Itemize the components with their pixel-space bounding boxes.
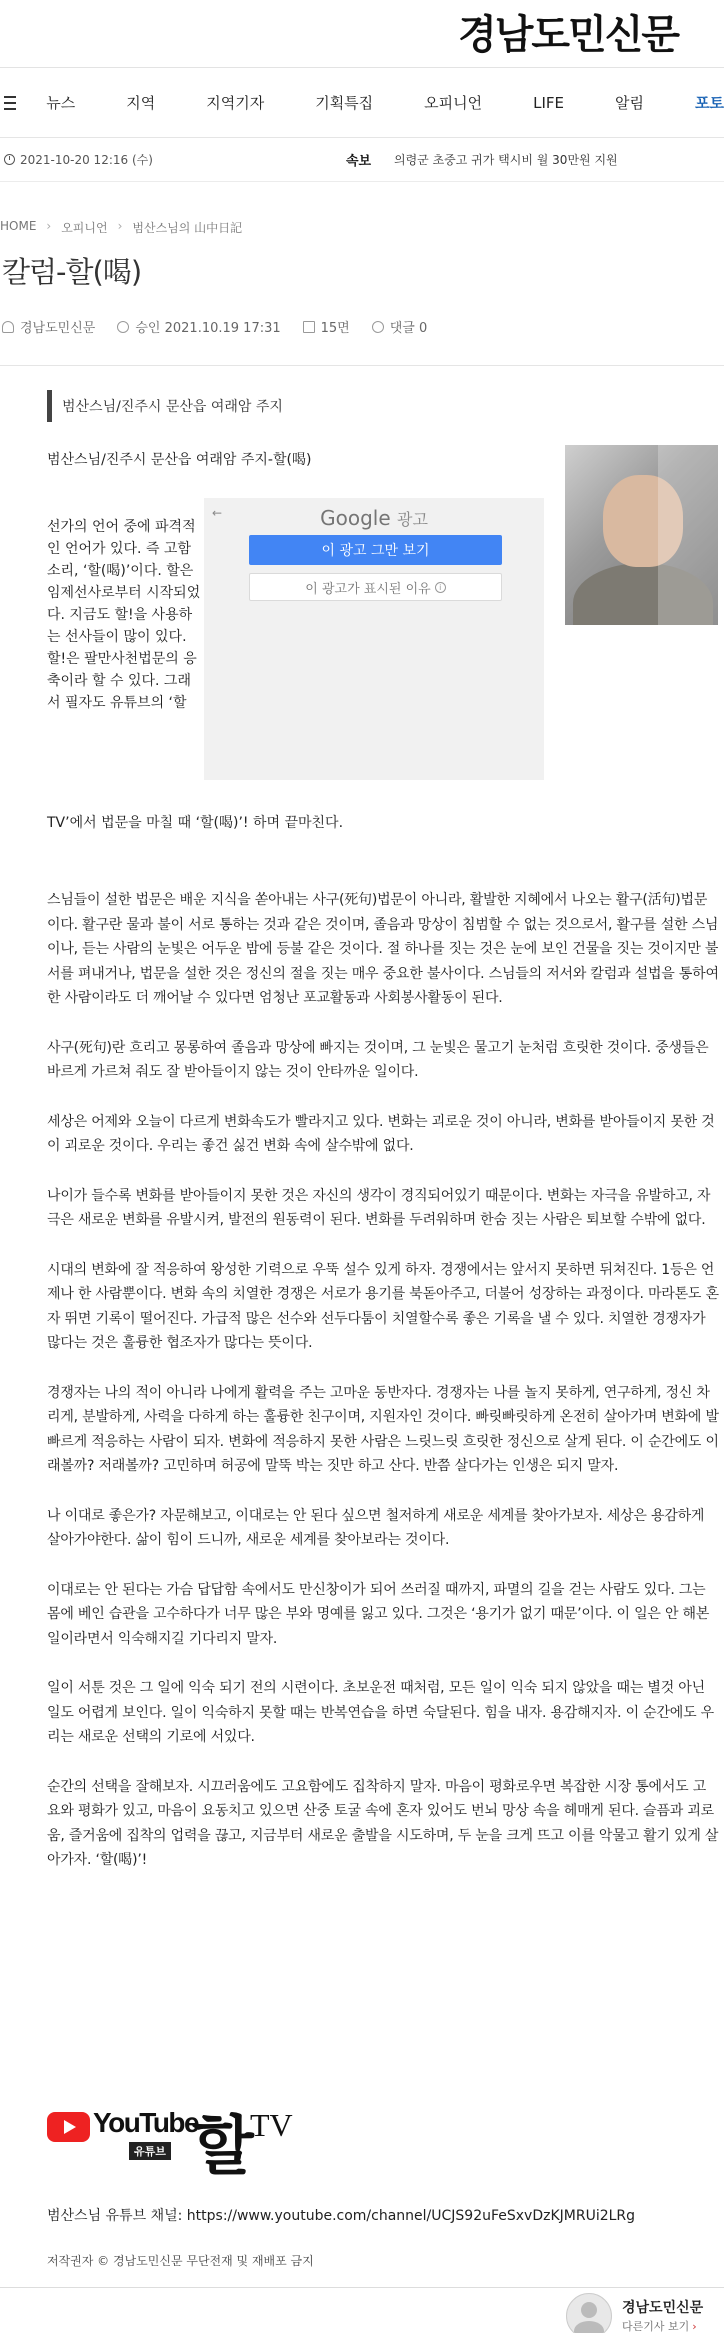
ad-label: 광고 [396, 510, 428, 529]
nav-item-features[interactable]: 기획특집 [315, 94, 374, 112]
comment-icon [372, 321, 384, 333]
chevron-right-icon: › [46, 219, 52, 233]
newspaper-icon [303, 321, 315, 333]
copyright-notice: 저작권자 © 경남도민신문 무단전재 및 재배포 금지 [47, 2254, 314, 2268]
news-ticker [0, 138, 724, 182]
nav-item-photo[interactable]: 포토 [695, 94, 724, 112]
youtube-icon [47, 2112, 90, 2142]
reporter-name: 경남도민신문 [622, 2300, 704, 2316]
nav-item-opinion[interactable]: 오피니언 [424, 94, 483, 112]
paragraph: 스님들이 설한 법문은 배운 지식을 쏟아내는 사구(死句)법문이 아니라, 활발한 지혜에서 나오는 활구(活句)법문이다. 활구란 물과 불이 서로 통하는 것과 같은 것이며, 졸음과 망상이 침범할 수 없는 것으로서, 활구를 설한 스님이나, 듣는 사람의 눈빛은 어두운 밤에 등불 같은 것이다. 절 하나를 짓는 것은 눈에 보인 건물을 짓는 것이지만 불서를 펴내거나, 법문을 설한 것은 정신의 절을 짓는 매우 중요한 불사이다. 스님들의 저서와 칼럼과 설법을 통하여 한 사람이라도 더 깨어날 수 있다면 엄청난 포교활동과 사회봉사활동이 된다. [47, 892, 719, 1006]
nav-item-life[interactable]: LIFE [533, 93, 565, 112]
hal-calligraphy: 할 [192, 2109, 254, 2184]
paragraph: 경쟁자는 나의 적이 아니라 나에게 활력을 주는 고마운 동반자다. 경쟁자는 나를 놀지 못하게, 연구하게, 정신 차리게, 분발하게, 사력을 다하게 하는 훌륭한 친구이며, 지원자인 것이다. 빠릿빠릿하게 온전히 살아가며 변화에 발 빠르게 적응하는 사람이 되자. 변화에 적응하지 못한 사람은 느릿느릿 흐릿한 정신으로 살게 된다. 이 순간에도 이래볼까? 저래볼까? 고민하며 허공에 말뚝 박는 짓만 하고 산다. 반쯤 살다가는 인생은 되지 말자. [47, 1384, 719, 1474]
article-meta [2, 317, 449, 336]
divider [0, 2287, 724, 2288]
meta-comments[interactable] [372, 317, 428, 336]
breadcrumb [0, 219, 242, 236]
masthead [0, 0, 724, 68]
meta-approved-text: 승인 2021.10.19 17:31 [135, 321, 281, 336]
ad-provider [204, 506, 544, 530]
breaking-label: 속보 [346, 154, 372, 169]
person-icon [2, 321, 14, 333]
nav-item-news[interactable]: 뉴스 [46, 94, 76, 112]
meta-source-text: 경남도민신문 [20, 321, 96, 336]
channel-url[interactable]: 범산스님 유튜브 채널: https://www.youtube.com/channel/UCJS92uFeSxvDzKJMRUi2LRg [47, 2208, 636, 2224]
main-nav [0, 68, 724, 138]
site-logo[interactable]: 경남도민신문 [458, 11, 678, 58]
paragraph: 나 이대로 좋은가? 자문해보고, 이대로는 안 된다 싶으면 철저하게 새로운 세계를 찾아가보자. 세상은 용감하게 살아가야한다. 삶이 힘이 드니까, 새로운 세계를 찾아보라는 것이다. [47, 1507, 705, 1548]
breadcrumb-home[interactable]: HOME [0, 219, 37, 233]
article-body [47, 888, 719, 1898]
more-articles-link[interactable] [622, 2318, 697, 2333]
divider [0, 365, 724, 366]
info-icon: i [435, 582, 446, 593]
channel-logo [47, 2107, 307, 2193]
youtube-sub-label: 유튜브 [129, 2142, 171, 2160]
paragraph: 시대의 변화에 잘 적응하여 왕성한 기력으로 우뚝 설수 있게 하자. 경쟁에서는 앞서지 못하면 뒤쳐진다. 1등은 언제나 한 사람뿐이다. 변화 속의 치열한 경쟁은 서로가 용기를 북돋아주고, 더불어 성장하는 과정이다. 마라톤도 혼자 뛰면 기록이 떨어진다. 가급적 많은 선수와 선두다툼이 치열할수록 좋은 기록을 낼 수 있다. 치열한 경쟁자가 많다는 것은 훌륭한 협조자가 많다는 뜻이다. [47, 1261, 719, 1351]
article-byline: 범산스님/진주시 문산읍 여래암 주지-할(喝) [47, 452, 312, 468]
article-intro: 선가의 언어 중에 파격적인 언어가 있다. 즉 고함소리, ‘할(喝)’이다. 할은 임제선사로부터 시작되었다. 지금도 할!을 사용하는 선사들이 많이 있다. 할!은 팔만사천법문의 응축이라 할 수 있다. 그래서 필자도 유튜브의 ‘할 [47, 519, 201, 711]
youtube-wordmark: YouTube [93, 2107, 199, 2138]
clock-icon [117, 321, 129, 333]
why-ad-label: 이 광고가 표시된 이유 [305, 581, 431, 597]
meta-source [2, 317, 95, 336]
more-articles-label[interactable]: 다른기사 보기 [622, 2320, 690, 2333]
paragraph: 이대로는 안 된다는 가슴 답답함 속에서도 만신창이가 되어 쓰러질 때까지, 파멸의 길을 걷는 사람도 있다. 그는 몸에 베인 습관을 고수하다가 너무 많은 부와 명예를 잃고 있다. 그것은 ‘용기가 없기 때문’이다. 이 일은 안 해본 일이라면서 익숙해지길 기다리지 말자. [47, 1581, 710, 1647]
google-logo: Google [320, 506, 391, 530]
paragraph: 세상은 어제와 오늘이 다르게 변화속도가 빨라지고 있다. 변화는 괴로운 것이 아니라, 변화를 받아들이지 못한 것이 괴로운 것이다. 우리는 좋건 싫건 변화 속에 살수밖에 없다. [47, 1113, 715, 1154]
meta-approved [117, 317, 280, 336]
paragraph: 순간의 선택을 잘해보자. 시끄러움에도 고요함에도 집착하지 말자. 마음이 평화로우면 복잡한 시장 통에서도 고요와 평화가 있고, 마음이 요동치고 있으면 산중 토굴 속에 혼자 있어도 번뇌 망상 속을 헤매게 된다. 슬픔과 괴로움, 즐거움에 집착의 업력을 끊고, 지금부터 새로운 출발을 시도하며, 두 눈을 크게 뜨고 이를 악물고 활기 있게 살아가자. ‘할(喝)’! [47, 1778, 719, 1868]
paragraph: 나이가 들수록 변화를 받아들이지 못한 것은 자신의 생각이 경직되어있기 때문이다. 변화는 자극을 유발하고, 자극은 새로운 변화를 유발시켜, 발전의 원동력이 된다. 변화를 두려워하며 한숨 짓는 사람은 퇴보할 수밖에 없다. [47, 1187, 711, 1228]
paragraph: 일이 서툰 것은 그 일에 익숙 되기 전의 시련이다. 초보운전 때처럼, 모든 일이 익숙 되지 않았을 때는 별것 아닌 일도 어렵게 보인다. 일이 익숙하지 못할 때는 반복연습을 하면 숙달된다. 힘을 내자. 용감해지자. 이 순간에도 우리는 새로운 선택의 기로에 서있다. [47, 1680, 715, 1745]
menu-icon[interactable] [4, 96, 16, 110]
tv-label: TV [250, 2107, 293, 2143]
nav-item-region[interactable]: 지역 [126, 94, 156, 112]
article-headline: 칼럼-할(喝) [2, 255, 142, 289]
paragraph: 사구(死句)란 흐리고 몽롱하여 졸음과 망상에 빠지는 것이며, 그 눈빛은 물고기 눈처럼 흐릿한 것이다. 중생들은 바르게 가르쳐 줘도 잘 받아들이지 않는 것이 안타까운 일이다. [47, 1039, 709, 1080]
nav-item-notice[interactable]: 알림 [615, 94, 645, 112]
author-photo [565, 445, 718, 625]
why-ad-button[interactable] [249, 573, 502, 601]
breaking-headline[interactable]: 의령군 초중고 귀가 택시비 월 30만원 지원 [394, 153, 618, 167]
article-intro-tail: TV’에서 법문을 마칠 때 ‘할(喝)’! 하며 끝마친다. [47, 815, 344, 831]
meta-page-text: 15면 [320, 321, 350, 336]
meta-comments-text[interactable]: 댓글 0 [389, 321, 428, 336]
article-subtitle: 범산스님/진주시 문산읍 여래암 주지 [47, 390, 723, 422]
breadcrumb-column[interactable]: 범산스님의 山中日記 [132, 221, 243, 235]
current-datetime: 2021-10-20 12:16 (수) [20, 153, 153, 167]
nav-item-local-reporter[interactable]: 지역기자 [206, 94, 265, 112]
stop-ad-button[interactable]: 이 광고 그만 보기 [249, 535, 502, 565]
avatar [566, 2293, 612, 2333]
chevron-right-icon: › [117, 219, 123, 233]
clock-icon [4, 154, 15, 165]
chevron-right-icon: › [692, 2320, 697, 2333]
breadcrumb-opinion[interactable]: 오피니언 [61, 221, 108, 235]
meta-page [303, 317, 350, 336]
back-arrow-icon[interactable]: ← [212, 506, 223, 520]
ad-panel [204, 498, 544, 780]
